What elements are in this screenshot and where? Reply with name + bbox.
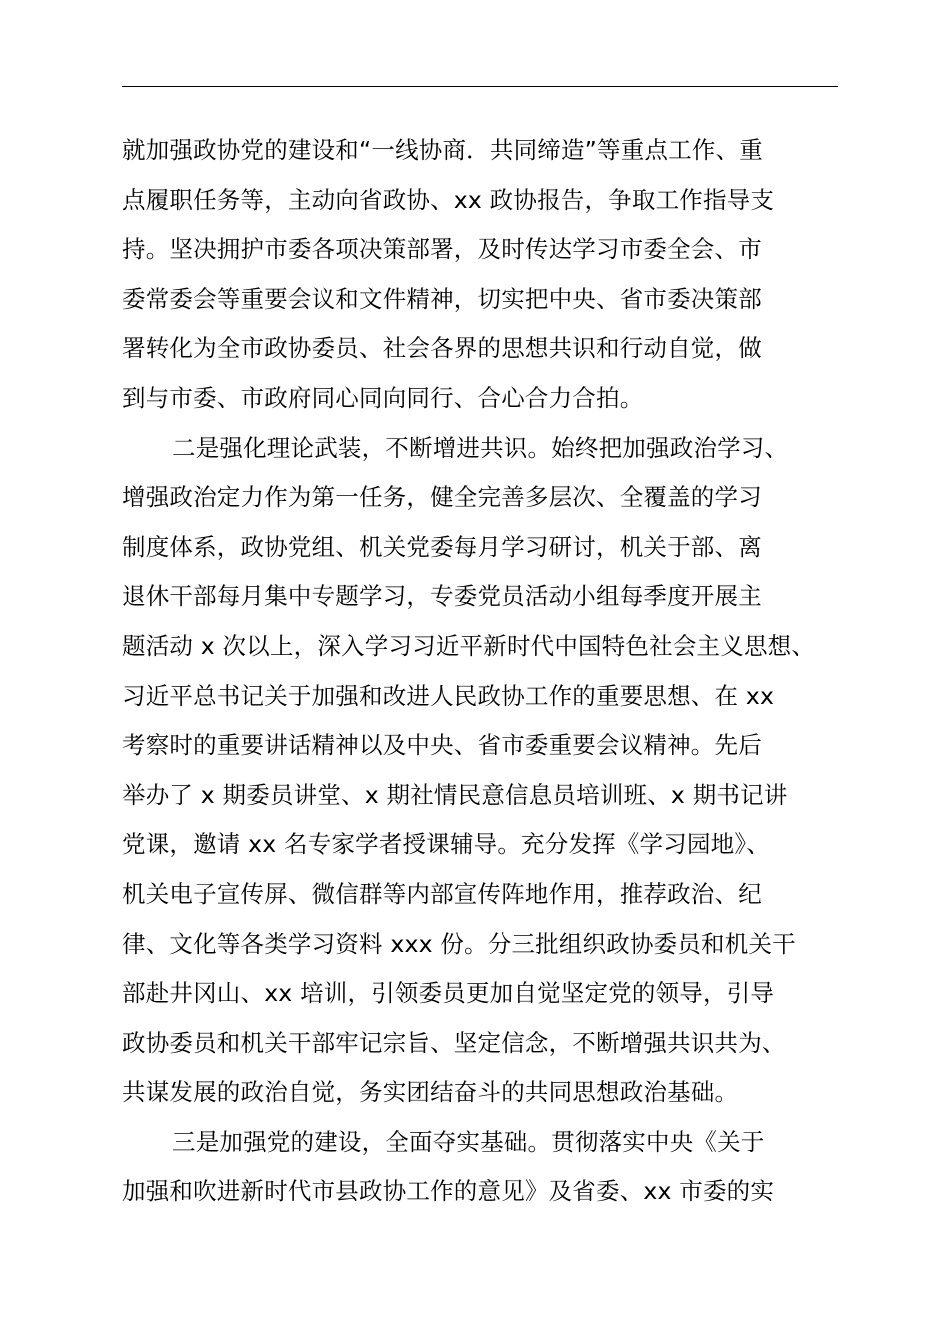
text-line: 点履职任务等，主动向省政协、xx 政协报告，争取工作指导支 [122,185,775,214]
text-line: 三是加强党的建设，全面夺实基础。贯彻落实中央《关于 [172,1127,765,1156]
text-line: 到与市委、市政府同心同向同行、合心合力合拍。 [122,383,644,412]
text-line: 委常委会等重要会议和文件精神，切实把中央、省市委决策部 [122,284,762,313]
text-line: 退休干部每月集中专题学习，专委党员活动小组每季度开展主 [122,582,762,611]
text-line: 二是强化理论武装，不断增进共识。始终把加强政治学习、 [172,433,789,462]
text-line: 署转化为全市政协委员、社会各界的思想共识和行动自觉，做 [122,334,762,363]
text-line: 就加强政协党的建设和“一线协商．共同缔造”等重点工作、重 [122,136,763,164]
text-line: 加强和吹进新时代市县政协工作的意见》及省委、xx 市委的实 [122,1177,775,1206]
text-line: 增强政治定力作为第一任务，健全完善多层次、全覆盖的学习 [122,483,762,512]
text-line: 题活动 x 次以上，深入学习习近平新时代中国特色社会主义思想、 [122,631,816,660]
text-line: 党课，邀请 xx 名专家学者授课辅导。充分发挥《学习园地》、 [122,830,771,859]
text-line: 部赴井冈山、xx 培训，引领委员更加自觉坚定党的领导，引导 [122,979,775,1008]
body-text [122,126,852,1217]
text-line: 政协委员和机关干部牢记宗旨、坚定信念，不断增强共识共为、 [122,1028,786,1057]
text-line: 制度体系，政协党组、机关党委每月学习研讨，机关于部、离 [122,532,762,561]
text-line: 共谋发展的政治自觉，务实团结奋斗的共同思想政治基础。 [122,1078,739,1107]
header-rule [122,86,838,87]
text-line: 举办了 x 期委员讲堂、x 期社情民意信息员培训班、x 期书记讲 [122,780,788,809]
text-line: 习近平总书记关于加强和改进人民政协工作的重要思想、在 xx [122,681,775,710]
text-line: 考察时的重要讲话精神以及中央、省市委重要会议精神。先后 [122,731,762,760]
text-line: 律、文化等各类学习资料 xxx 份。分三批组织政协委员和机关干 [122,929,796,958]
text-line: 机关电子宣传屏、微信群等内部宣传阵地作用，推荐政治、纪 [122,879,762,908]
text-line: 持。坚决拥护市委各项决策部署，及时传达学习市委全会、市 [122,235,762,264]
